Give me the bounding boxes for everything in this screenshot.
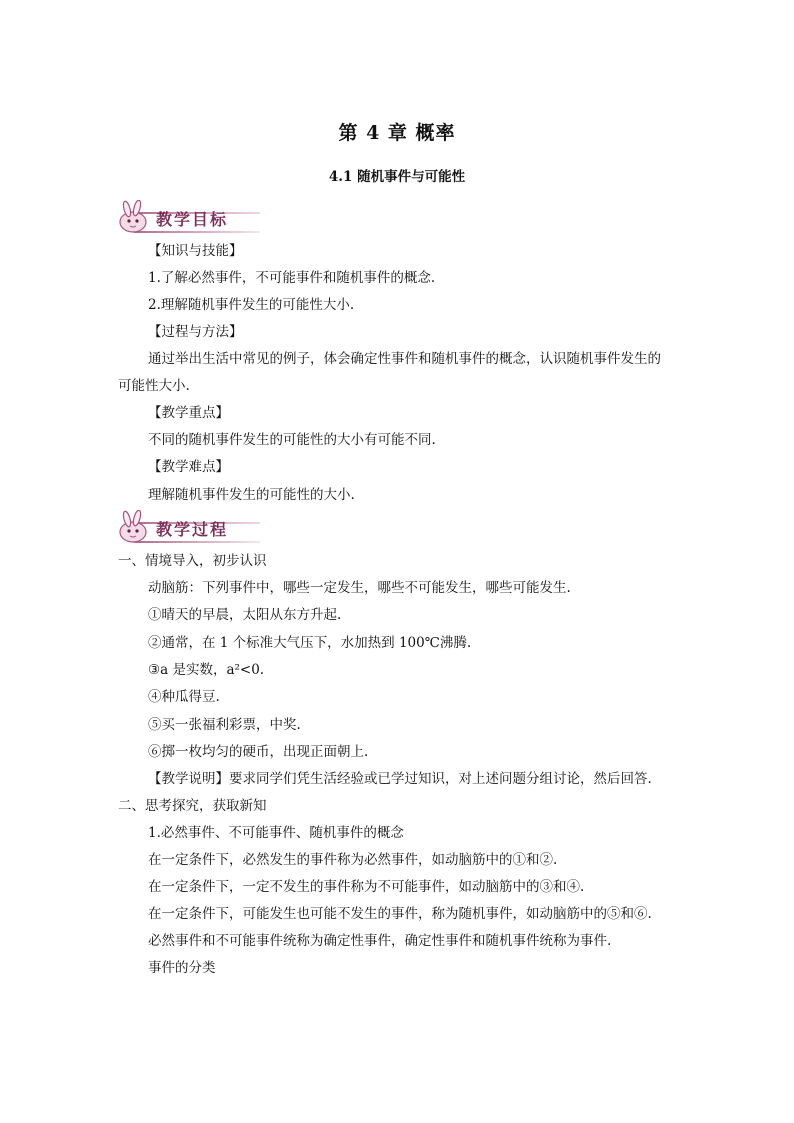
section-title: 4.1 随机事件与可能性 xyxy=(328,169,466,185)
event-item-2: ②通常，在 1 个标准大气压下，水加热到 100℃沸腾. xyxy=(148,635,472,651)
difficulty-text: 理解随机事件发生的可能性的大小. xyxy=(148,487,355,503)
method-heading: 【过程与方法】 xyxy=(148,324,243,340)
process-banner xyxy=(116,510,260,544)
event-item-6: ⑥掷一枚均匀的硬币，出现正面朝上. xyxy=(148,744,369,760)
concept-heading: 1.必然事件、不可能事件、随机事件的概念 xyxy=(148,825,404,841)
difficulty-heading: 【教学难点】 xyxy=(148,459,229,475)
event-item-5: ⑤买一张福利彩票，中奖. xyxy=(148,717,301,733)
banner-divider xyxy=(134,231,260,233)
objectives-banner xyxy=(116,200,260,234)
key-heading: 【教学重点】 xyxy=(148,405,229,421)
teaching-note: 【教学说明】要求同学们凭生活经验或已学过知识，对上述问题分组讨论，然后回答. xyxy=(148,771,652,787)
knowledge-item-1: 1.了解必然事件，不可能事件和随机事件的概念. xyxy=(148,270,436,286)
definition-certain-event: 在一定条件下，必然发生的事件称为必然事件，如动脑筋中的①和②. xyxy=(148,852,558,868)
rabbit-mascot-icon xyxy=(116,200,150,234)
definition-summary: 必然事件和不可能事件统称为确定性事件，确定性事件和随机事件统称为事件. xyxy=(148,933,612,949)
knowledge-heading: 【知识与技能】 xyxy=(148,243,243,259)
definition-random-event: 在一定条件下，可能发生也可能不发生的事件，称为随机事件，如动脑筋中的⑤和⑥. xyxy=(148,906,652,922)
method-text-line-1: 通过举出生活中常见的例子，体会确定性事件和随机事件的概念，认识随机事件发生的 xyxy=(148,351,661,367)
process-banner-label: 教学过程 xyxy=(156,520,229,539)
method-text-line-2: 可能性大小. xyxy=(118,378,190,394)
banner-divider xyxy=(134,541,260,543)
rabbit-mascot-icon xyxy=(116,510,150,544)
part1-intro: 动脑筋：下列事件中，哪些一定发生，哪些不可能发生，哪些可能发生. xyxy=(148,580,571,596)
event-item-3: ③a 是实数，a²<0. xyxy=(148,662,265,678)
definition-impossible-event: 在一定条件下，一定不发生的事件称为不可能事件，如动脑筋中的③和④. xyxy=(148,879,585,895)
event-item-1: ①晴天的早晨，太阳从东方升起. xyxy=(148,607,342,623)
part1-heading: 一、情境导入，初步认识 xyxy=(118,553,267,569)
event-classification-heading: 事件的分类 xyxy=(148,960,216,976)
chapter-title: 第 4 章 概率 xyxy=(338,122,456,144)
key-text: 不同的随机事件发生的可能性的大小有可能不同. xyxy=(148,432,436,448)
event-item-4: ④种瓜得豆. xyxy=(148,689,220,705)
knowledge-item-2: 2.理解随机事件发生的可能性大小. xyxy=(148,297,355,313)
part2-heading: 二、思考探究，获取新知 xyxy=(118,798,267,814)
objectives-banner-label: 教学目标 xyxy=(156,210,229,229)
